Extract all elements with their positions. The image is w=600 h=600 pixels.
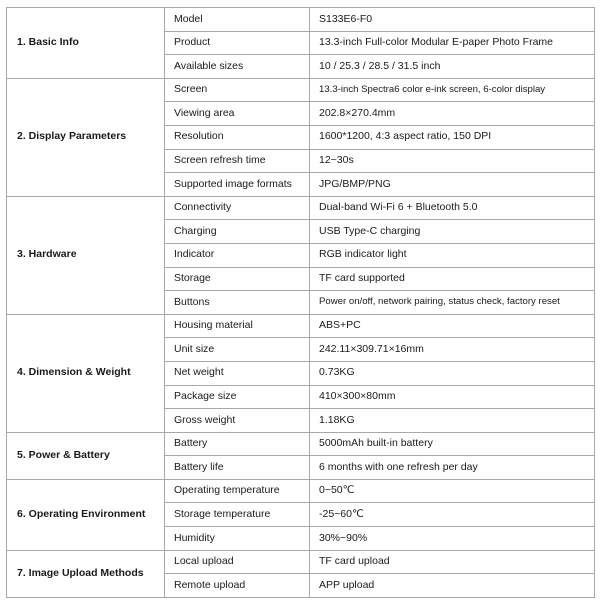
section-title: 5. Power & Battery: [7, 432, 165, 479]
spec-label: Supported image formats: [165, 173, 310, 197]
spec-value: 5000mAh built-in battery: [310, 432, 595, 456]
table-row: [7, 8, 595, 32]
spec-value: 410×300×80mm: [310, 385, 595, 409]
table-row: [7, 314, 595, 338]
spec-value: ABS+PC: [310, 314, 595, 338]
section-title: 7. Image Upload Methods: [7, 550, 165, 597]
spec-value: 1600*1200, 4:3 aspect ratio, 150 DPI: [310, 125, 595, 149]
spec-label: Battery: [165, 432, 310, 456]
spec-label: Local upload: [165, 550, 310, 574]
spec-value: RGB indicator light: [310, 243, 595, 267]
table-row: [7, 550, 595, 574]
spec-label: Model: [165, 8, 310, 32]
spec-label: Humidity: [165, 527, 310, 551]
spec-value: TF card supported: [310, 267, 595, 291]
spec-value: 242.11×309.71×16mm: [310, 338, 595, 362]
spec-label: Storage temperature: [165, 503, 310, 527]
spec-value: JPG/BMP/PNG: [310, 173, 595, 197]
spec-label: Unit size: [165, 338, 310, 362]
spec-label: Connectivity: [165, 196, 310, 220]
spec-label: Housing material: [165, 314, 310, 338]
spec-label: Package size: [165, 385, 310, 409]
spec-value: USB Type-C charging: [310, 220, 595, 244]
spec-label: Buttons: [165, 291, 310, 315]
spec-label: Product: [165, 31, 310, 55]
spec-value: APP upload: [310, 574, 595, 598]
spec-label: Available sizes: [165, 55, 310, 79]
spec-label: Net weight: [165, 361, 310, 385]
spec-value: 30%~90%: [310, 527, 595, 551]
spec-value: 10 / 25.3 / 28.5 / 31.5 inch: [310, 55, 595, 79]
spec-label: Resolution: [165, 125, 310, 149]
spec-label: Operating temperature: [165, 479, 310, 503]
spec-value: -25~60℃: [310, 503, 595, 527]
section-title: 1. Basic Info: [7, 8, 165, 79]
spec-label: Battery life: [165, 456, 310, 480]
spec-value: 13.3-inch Full-color Modular E-paper Photo Frame: [310, 31, 595, 55]
spec-value: 13.3-inch Spectra6 color e-ink screen, 6-color display: [310, 78, 595, 102]
spec-value: S133E6-F0: [310, 8, 595, 32]
spec-value: 1.18KG: [310, 409, 595, 433]
spec-value: 0~50℃: [310, 479, 595, 503]
section-title: 4. Dimension & Weight: [7, 314, 165, 432]
table-row: [7, 78, 595, 102]
section-title: 6. Operating Environment: [7, 479, 165, 550]
section-title: 2. Display Parameters: [7, 78, 165, 196]
spec-label: Indicator: [165, 243, 310, 267]
spec-value: 202.8×270.4mm: [310, 102, 595, 126]
table-row: [7, 432, 595, 456]
spec-value: TF card upload: [310, 550, 595, 574]
spec-table-body: [7, 8, 595, 598]
spec-label: Remote upload: [165, 574, 310, 598]
spec-value: 0.73KG: [310, 361, 595, 385]
spec-label: Viewing area: [165, 102, 310, 126]
spec-value: Dual-band Wi-Fi 6 + Bluetooth 5.0: [310, 196, 595, 220]
section-title: 3. Hardware: [7, 196, 165, 314]
spec-label: Gross weight: [165, 409, 310, 433]
table-row: [7, 196, 595, 220]
spec-value: 12~30s: [310, 149, 595, 173]
spec-label: Charging: [165, 220, 310, 244]
spec-value: 6 months with one refresh per day: [310, 456, 595, 480]
spec-label: Screen: [165, 78, 310, 102]
spec-label: Storage: [165, 267, 310, 291]
table-row: [7, 479, 595, 503]
spec-table: [6, 7, 595, 598]
spec-label: Screen refresh time: [165, 149, 310, 173]
spec-value: Power on/off, network pairing, status check, factory reset: [310, 291, 595, 315]
